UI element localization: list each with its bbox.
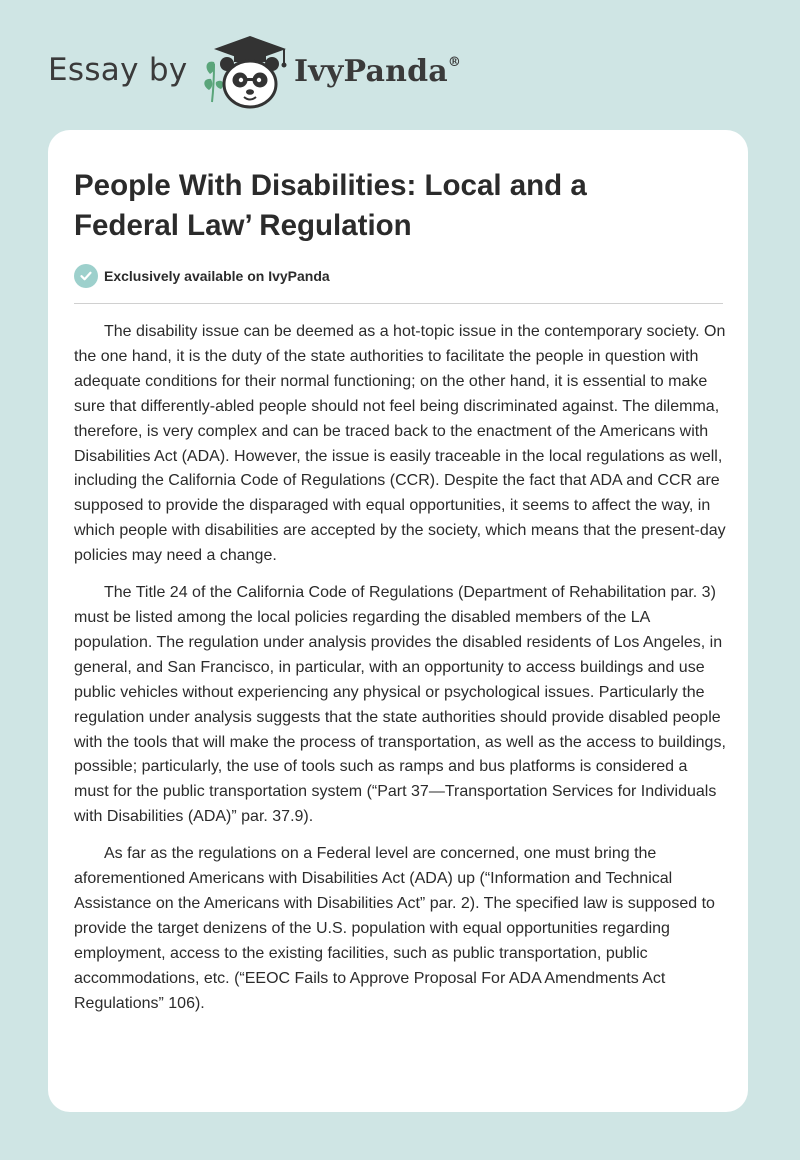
paragraph: The Title 24 of the California Code of Regulations (Department of Rehabilitation par. 3) must be listed among the local policies regarding the disabled members of the LA population. The regulation under analysis provides the disabled residents of Los Angeles, in general, and San Francisco, in particular, with an opportunity to access buildings and use public vehicles without experiencing any physical or psychological issues. Particularly the regulation under analysis suggests that the state authorities should provide disabled people with the tools that will make the process of transportation, as well as the access to buildings, possible; particularly, the use of tools such as ramps and bus platforms is considered a must for the public transportation system (“Part 37—Transportation Services for Individuals with Disabilities (ADA)” par. 37.9). [74,584,726,826]
paragraph: The disability issue can be deemed as a hot-topic issue in the contemporary society. On the one hand, it is the duty of the state authorities to facilitate the people in question with adequate conditions for their normal functioning; on the other hand, it is essential to make sure that differently-abled people should not feel being discriminated against. The dilemma, therefore, is very complex and can be traced back to the enactment of the Americans with Disabilities Act (ADA). However, the issue is easily traceable in the local regulations as well, including the California Code of Regulations (CCR). Despite the fact that ADA and CCR are supposed to provide the disparaged with equal opportunities, it seems to affect the way, in which people with disabilities are accepted by the society, which means that the present-day policies may need a change. [74,323,726,565]
exclusive-badge [74,264,330,288]
brand-name-text: IvyPanda [294,54,448,89]
paragraph: As far as the regulations on a Federal level are concerned, one must bring the aforementioned Americans with Disabilities Act (ADA) up (“Information and Technical Assistance on the Americans with Disabilities Act” par. 2). The specified law is supposed to provide the target denizens of the U.S. population with equal opportunities regarding employment, access to the existing facilities, such as public transportation, public accommodations, etc. (“EEOC Fails to Approve Proposal For ADA Amendments Act Regulations” 106). [74,845,715,1012]
essay-card [48,130,748,1112]
essay-body [74,320,726,1028]
site-header [48,34,748,114]
essay-title: People With Disabilities: Local and a Federal Law’ Regulation [74,169,587,242]
exclusive-badge-label: Exclusively available on IvyPanda [104,268,330,284]
registered-mark: ® [447,55,462,70]
essay-by-label: Essay by [48,52,188,88]
divider [74,303,723,304]
ivypanda-logo-icon[interactable] [200,34,290,110]
brand-name[interactable] [294,54,461,89]
check-circle-icon [74,264,98,288]
